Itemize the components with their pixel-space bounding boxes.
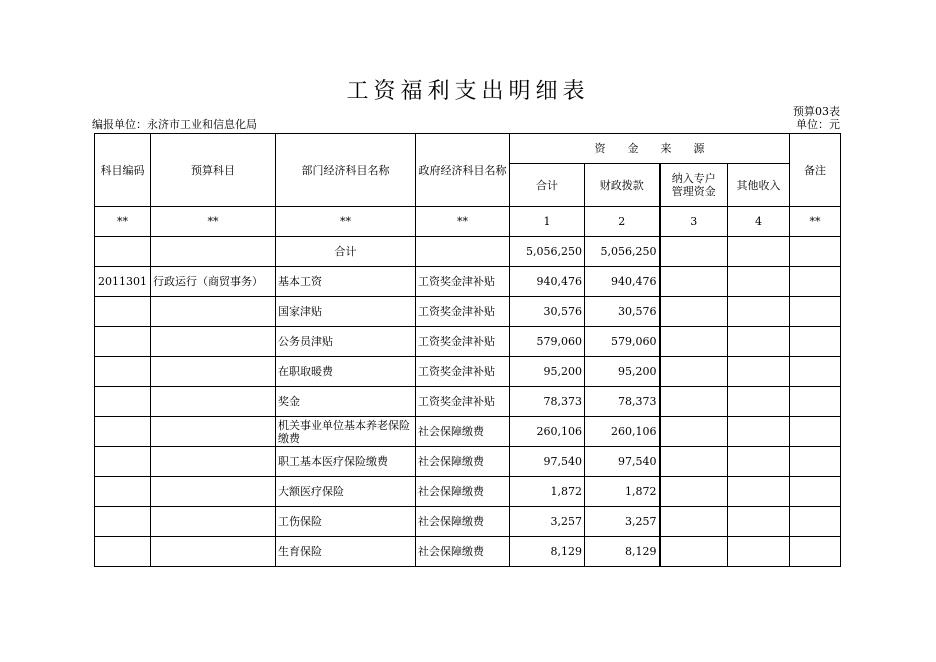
total-cell: 1,872 <box>510 477 585 507</box>
code-cell <box>95 477 151 507</box>
dept-econ-cell: 奖金 <box>276 387 416 417</box>
table-row <box>95 387 841 417</box>
other-cell <box>728 477 790 507</box>
index-cell: ** <box>276 207 416 237</box>
header-row-top <box>95 134 841 164</box>
org-label: 编报单位：永济市工业和信息化局 <box>92 118 257 131</box>
index-cell: 1 <box>510 207 585 237</box>
header-code: 科目编码 <box>95 134 151 207</box>
special-cell <box>660 237 728 267</box>
gov-econ-cell: 社会保障缴费 <box>416 537 510 567</box>
header-total: 合计 <box>510 164 585 207</box>
other-cell <box>728 267 790 297</box>
total-cell: 8,129 <box>510 537 585 567</box>
gov-econ-cell: 社会保障缴费 <box>416 447 510 477</box>
total-cell: 260,106 <box>510 417 585 447</box>
budget-item-cell <box>151 417 276 447</box>
header-funding-source <box>510 134 790 164</box>
dept-econ-cell: 工伤保险 <box>276 507 416 537</box>
unit-label: 单位：元 <box>796 118 840 131</box>
index-cell: ** <box>95 207 151 237</box>
table-row <box>95 537 841 567</box>
total-cell: 5,056,250 <box>510 237 585 267</box>
code-cell <box>95 507 151 537</box>
budget-item-cell <box>151 237 276 267</box>
fiscal-cell: 260,106 <box>585 417 660 447</box>
code-cell <box>95 357 151 387</box>
index-row <box>95 207 841 237</box>
code-cell <box>95 417 151 447</box>
funding-source-label: 资金来源 <box>594 142 727 155</box>
gov-econ-cell: 社会保障缴费 <box>416 477 510 507</box>
fiscal-cell: 3,257 <box>585 507 660 537</box>
header-other: 其他收入 <box>728 164 790 207</box>
code-cell <box>95 297 151 327</box>
fiscal-cell: 95,200 <box>585 357 660 387</box>
fiscal-cell: 30,576 <box>585 297 660 327</box>
other-cell <box>728 357 790 387</box>
fiscal-cell: 940,476 <box>585 267 660 297</box>
gov-econ-cell <box>416 237 510 267</box>
code-cell <box>95 327 151 357</box>
remark-cell <box>790 447 841 477</box>
index-cell: ** <box>790 207 841 237</box>
special-cell <box>660 357 728 387</box>
code-cell <box>95 447 151 477</box>
other-cell <box>728 237 790 267</box>
table-row <box>95 477 841 507</box>
special-cell <box>660 477 728 507</box>
index-cell: ** <box>151 207 276 237</box>
total-cell: 95,200 <box>510 357 585 387</box>
remark-cell <box>790 357 841 387</box>
gov-econ-cell: 工资奖金津补贴 <box>416 357 510 387</box>
total-cell: 30,576 <box>510 297 585 327</box>
other-cell <box>728 447 790 477</box>
header-fiscal: 财政拨款 <box>585 164 660 207</box>
header-budget-item: 预算科目 <box>151 134 276 207</box>
budget-item-cell <box>151 297 276 327</box>
dept-econ-cell: 公务员津贴 <box>276 327 416 357</box>
header-dept-econ: 部门经济科目名称 <box>276 134 416 207</box>
other-cell <box>728 537 790 567</box>
table-row <box>95 357 841 387</box>
total-cell: 78,373 <box>510 387 585 417</box>
remark-cell <box>790 477 841 507</box>
remark-cell <box>790 297 841 327</box>
remark-cell <box>790 507 841 537</box>
fiscal-cell: 97,540 <box>585 447 660 477</box>
total-cell: 940,476 <box>510 267 585 297</box>
other-cell <box>728 507 790 537</box>
special-cell <box>660 387 728 417</box>
dept-econ-cell: 国家津贴 <box>276 297 416 327</box>
dept-econ-cell: 合计 <box>276 237 416 267</box>
fiscal-cell: 1,872 <box>585 477 660 507</box>
remark-cell <box>790 417 841 447</box>
table-row <box>95 447 841 477</box>
gov-econ-cell: 工资奖金津补贴 <box>416 297 510 327</box>
salary-welfare-table <box>94 133 841 567</box>
dept-econ-cell: 机关事业单位基本养老保险缴费 <box>276 417 416 447</box>
dept-econ-cell: 大额医疗保险 <box>276 477 416 507</box>
fiscal-cell: 5,056,250 <box>585 237 660 267</box>
other-cell <box>728 327 790 357</box>
total-cell: 3,257 <box>510 507 585 537</box>
remark-cell <box>790 387 841 417</box>
gov-econ-cell: 工资奖金津补贴 <box>416 387 510 417</box>
index-cell: 3 <box>660 207 728 237</box>
code-cell: 2011301 <box>95 267 151 297</box>
special-cell <box>660 267 728 297</box>
gov-econ-cell: 工资奖金津补贴 <box>416 327 510 357</box>
total-cell: 579,060 <box>510 327 585 357</box>
special-cell <box>660 327 728 357</box>
budget-item-cell <box>151 477 276 507</box>
dept-econ-cell: 职工基本医疗保险缴费 <box>276 447 416 477</box>
dept-econ-cell: 基本工资 <box>276 267 416 297</box>
budget-item-cell <box>151 327 276 357</box>
fiscal-cell: 579,060 <box>585 327 660 357</box>
page-title: 工资福利支出明细表 <box>346 79 590 104</box>
table-row <box>95 507 841 537</box>
gov-econ-cell: 社会保障缴费 <box>416 507 510 537</box>
table-row <box>95 417 841 447</box>
special-cell <box>660 297 728 327</box>
budget-item-cell: 行政运行（商贸事务） <box>151 267 276 297</box>
budget-item-cell <box>151 537 276 567</box>
table-row <box>95 327 841 357</box>
index-cell: 4 <box>728 207 790 237</box>
other-cell <box>728 297 790 327</box>
special-cell <box>660 507 728 537</box>
code-cell <box>95 387 151 417</box>
gov-econ-cell: 工资奖金津补贴 <box>416 267 510 297</box>
code-cell <box>95 537 151 567</box>
table-row <box>95 237 841 267</box>
form-code: 预算03表 <box>793 105 840 118</box>
remark-cell <box>790 237 841 267</box>
total-cell: 97,540 <box>510 447 585 477</box>
budget-item-cell <box>151 387 276 417</box>
budget-item-cell <box>151 507 276 537</box>
table-row <box>95 297 841 327</box>
gov-econ-cell: 社会保障缴费 <box>416 417 510 447</box>
remark-cell <box>790 327 841 357</box>
special-cell <box>660 537 728 567</box>
special-cell <box>660 447 728 477</box>
remark-cell <box>790 267 841 297</box>
table-row <box>95 267 841 297</box>
remark-cell <box>790 537 841 567</box>
fiscal-cell: 8,129 <box>585 537 660 567</box>
header-gov-econ: 政府经济科目名称 <box>416 134 510 207</box>
other-cell <box>728 417 790 447</box>
header-special: 纳入专户管理资金 <box>660 164 728 207</box>
index-cell: 2 <box>585 207 660 237</box>
budget-item-cell <box>151 447 276 477</box>
budget-item-cell <box>151 357 276 387</box>
dept-econ-cell: 生育保险 <box>276 537 416 567</box>
header-remark: 备注 <box>790 134 841 207</box>
code-cell <box>95 237 151 267</box>
index-cell: ** <box>416 207 510 237</box>
special-cell <box>660 417 728 447</box>
other-cell <box>728 387 790 417</box>
dept-econ-cell: 在职取暖费 <box>276 357 416 387</box>
fiscal-cell: 78,373 <box>585 387 660 417</box>
